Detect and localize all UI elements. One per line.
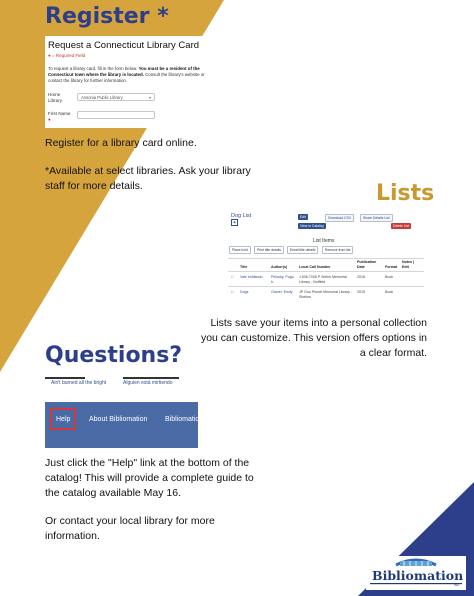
lists-screenshot bbox=[228, 210, 424, 302]
lists-heading: Lists bbox=[376, 181, 435, 206]
help-description: Just click the "Help" link at the bottom of the catalog! This will provide a complete guide to the catalog available May 16. bbox=[45, 457, 254, 499]
help-link[interactable]: Help bbox=[56, 416, 71, 423]
row-format: Book bbox=[385, 290, 394, 294]
register-form-screenshot bbox=[45, 36, 213, 128]
footer-link[interactable]: Alguien está mirtiendo bbox=[123, 380, 173, 386]
lists-description: Lists save your items into a personal collection you can customize. This version offers options in a clear format. bbox=[200, 317, 427, 359]
logo-suffix: INC bbox=[454, 583, 460, 587]
register-heading: Register * bbox=[45, 4, 169, 29]
edit-list-button[interactable]: Edit bbox=[300, 215, 306, 219]
questions-heading: Questions? bbox=[45, 343, 183, 368]
column-header-title: Title bbox=[240, 265, 248, 269]
bibliomation-logo bbox=[366, 556, 466, 590]
logo-wordmark: Bibliomation bbox=[372, 568, 464, 583]
footer-nav-bar bbox=[45, 402, 204, 448]
table-divider bbox=[228, 286, 424, 287]
remove-from-list-button[interactable]: Remove from list bbox=[322, 246, 353, 254]
first-name-input[interactable] bbox=[77, 111, 155, 119]
share-list-button[interactable]: Share Details List bbox=[360, 214, 393, 222]
print-title-details-button[interactable]: Print title details bbox=[254, 246, 284, 254]
list-items-title: List Items bbox=[313, 238, 335, 244]
form-intro bbox=[48, 66, 212, 84]
row-checkbox[interactable]: □ bbox=[231, 290, 234, 294]
register-description: Register for a library card online. bbox=[45, 137, 197, 149]
row-author[interactable]: Pelosky, Pogo h. bbox=[271, 275, 294, 284]
contact-description: Or contact your local library for more information. bbox=[45, 515, 215, 542]
about-bibliomation-link[interactable]: About Bibliomation bbox=[89, 416, 148, 423]
help-highlight-box bbox=[50, 408, 76, 430]
column-header-date: Publication Date bbox=[357, 260, 377, 269]
row-call-number: JP Goo Plumb Memorial Library - Shelton bbox=[299, 290, 353, 299]
table-divider bbox=[228, 271, 424, 272]
place-hold-button[interactable]: Place hold bbox=[229, 246, 251, 254]
column-header-notes: Notes | Edit bbox=[402, 260, 414, 269]
footer-link[interactable]: Ain't burned all the bright bbox=[51, 380, 107, 386]
intro-bold-text: You must be a resident of the Connecticut town where the library is located. bbox=[48, 66, 200, 77]
download-csv-button[interactable]: Download CSV bbox=[325, 214, 354, 222]
row-title-link[interactable]: Dogs bbox=[240, 290, 249, 294]
divider bbox=[45, 377, 85, 379]
form-title: Request a Connecticut Library Card bbox=[48, 40, 200, 51]
row-call-number: J 636.7008 P Welch Memorial Library - Nuffield bbox=[299, 275, 347, 284]
row-format: Book bbox=[385, 275, 394, 279]
home-library-label: Home Library bbox=[48, 92, 63, 103]
required-field-note: ● = Required Field bbox=[48, 53, 86, 58]
home-library-value: Ansonia Public Library bbox=[81, 95, 123, 100]
home-library-select[interactable] bbox=[77, 93, 155, 101]
row-author[interactable]: Gravel, Emily bbox=[271, 290, 293, 294]
intro-text: To request a library card, fill in the form below. bbox=[48, 66, 138, 71]
column-header-call-number: Local Call Number bbox=[299, 265, 331, 269]
rss-icon[interactable]: ◉ bbox=[231, 219, 238, 226]
row-title-link[interactable]: Vale enfilando bbox=[240, 275, 263, 279]
row-date: 2016 bbox=[357, 275, 365, 279]
availability-note: *Available at select libraries. Ask your library staff for more details. bbox=[45, 165, 251, 192]
chevron-down-icon: ▾ bbox=[148, 95, 151, 100]
column-header-authors: Author(s) bbox=[271, 265, 288, 269]
footer-top-strip bbox=[45, 375, 198, 402]
intro-text-end: Consult the library's website or contact the library for further information. bbox=[48, 72, 205, 83]
row-checkbox[interactable]: □ bbox=[231, 275, 234, 279]
divider bbox=[123, 377, 179, 379]
view-in-catalog-button[interactable]: View in Catalog bbox=[300, 224, 324, 228]
required-marker: ● bbox=[48, 117, 51, 122]
email-title-details-button[interactable]: Email title details bbox=[287, 246, 318, 254]
delete-list-button[interactable]: Delete List bbox=[393, 224, 410, 228]
first-name-label-text: First Name bbox=[48, 111, 71, 116]
row-date: 2015 bbox=[357, 290, 365, 294]
table-divider bbox=[228, 258, 424, 259]
catalog-footer-screenshot bbox=[45, 375, 204, 448]
bibliomation-link[interactable]: Bibliomation bbox=[165, 416, 204, 423]
column-header-format: Format bbox=[385, 265, 398, 269]
list-name: Dog List bbox=[231, 213, 252, 219]
first-name-label bbox=[48, 111, 74, 123]
